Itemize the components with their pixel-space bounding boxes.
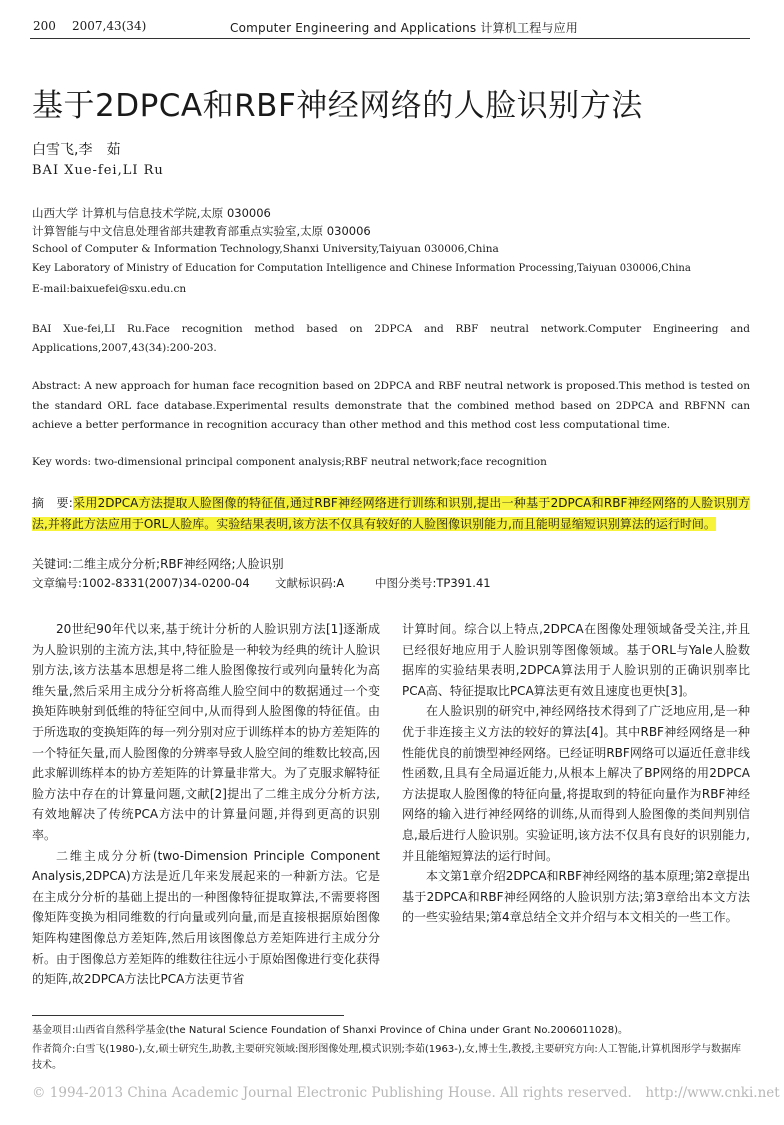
- page-number: 200: [33, 19, 56, 33]
- right-column: [402, 619, 750, 928]
- paragraph: 20世纪90年代以来,基于统计分析的人脸识别方法[1]逐渐成为人脸识别的主流方法,其中,特征脸是一种较为经典的统计人脸识别方法,该方法基本思想是将二维人脸图像按行或列向量转化为高维矢量,然后采用主成分分析将高维人脸空间中的数据通过一个变换矩阵映射到低维的特征空间中,从而得到人脸图像的特征值。由于所选取的变换矩阵的每一列分别对应于训练样本的协方差矩阵的一个特征矢量,而人脸图像的分辨率导致人脸空间的维数比较高,因此求解训练样本的协方差矩阵的计算量非常大。为了克服求解特征脸方法中存在的计算量问题,文献[2]提出了二维主成分分析方法,有效地解决了传统PCA方法中的计算量问题,并得到更高的识别率。: [32, 622, 381, 842]
- affiliation-4: Key Laboratory of Ministry of Education for Computation Intelligence and Chinese Information Processing,Taiyuan 030006,China: [32, 263, 691, 274]
- clc-number: 中图分类号:TP391.41: [375, 576, 491, 590]
- journal-name: Computer Engineering and Applications 计算机工程与应用: [230, 21, 578, 35]
- abstract-en: Abstract: A new approach for human face recognition based on 2DPCA and RBF neutral network is proposed.This method is tested on the standard ORL face database.Experimental results demonstrate that the combined method based on 2DPCA and RBFNN can achieve a better performance in recognition accuracy than other method and this method cost less computational time.: [32, 380, 750, 431]
- affiliation-3: School of Computer & Information Technology,Shanxi University,Taiyuan 030006,China: [32, 243, 499, 255]
- abstract-cn-text: 采用2DPCA方法提取人脸图像的特征值,通过RBF神经网络进行训练和识别,提出一种基于2DPCA和RBF神经网络的人脸识别方法,并将此方法应用于ORL人脸库。实验结果表明,该方法不仅具有较好的人脸图像识别能力,而且能明显缩短识别算法的运行时间。: [32, 496, 750, 531]
- paragraph: 本文第1章介绍2DPCA和RBF神经网络的基本原理;第2章提出基于2DPCA和RBF神经网络的人脸识别方法;第3章给出本文方法的一些实验结果;第4章总结全文并介绍与本文相关的一些工作。: [402, 869, 750, 925]
- issue-info: 2007,43(34): [72, 19, 147, 33]
- document-code: 文献标识码:A: [275, 576, 345, 590]
- keywords-en: Key words: two-dimensional principal component analysis;RBF neutral network;face recognition: [32, 456, 547, 468]
- footnote-funding: 基金项目:山西省自然科学基金(the Natural Science Foundation of Shanxi Province of China under Grant No.2006011028)。: [32, 1025, 629, 1036]
- email: E-mail:baixuefei@sxu.edu.cn: [32, 283, 187, 295]
- paragraph: 二维主成分分析(two-Dimension Principle Component Analysis,2DPCA)方法是近几年来发展起来的一种新方法。它是在主成分分析的基础上提出的一种图像特征提取算法,不需要将图像矩阵变换为相同维数的行向量或列向量,而是直接根据原始图像矩阵构建图像总方差矩阵,然后用该图像总方差矩阵进行主成分分析。由于图像总方差矩阵的维数往往远小于原始图像进行变化获得的矩阵,故2DPCA方法比PCA方法更节省: [32, 848, 381, 987]
- header-rule: [30, 38, 750, 39]
- abstract-cn-label: 摘 要:: [32, 496, 73, 510]
- authors-en: BAI Xue-fei,LI Ru: [32, 163, 164, 178]
- paragraph: 计算时间。综合以上特点,2DPCA在图像处理领域备受关注,并且已经很好地应用于人脸识别等图像领域。基于ORL与Yale人脸数据库的实验结果表明,2DPCA算法用于人脸识别的正确识别率比PCA高、特征提取比PCA算法更有效且速度也更快[3]。: [402, 622, 750, 698]
- footnote-rule: [32, 1015, 344, 1016]
- left-column: [32, 619, 380, 990]
- page-title: 基于2DPCA和RBF神经网络的人脸识别方法: [32, 88, 643, 124]
- affiliation-2: 计算智能与中文信息处理省部共建教育部重点实验室,太原 030006: [32, 224, 371, 238]
- keywords-cn: 关键词:二维主成分分析;RBF神经网络;人脸识别: [32, 557, 284, 571]
- authors-cn: 白雪飞,李 茹: [32, 142, 121, 158]
- copyright-watermark: © 1994-2013 China Academic Journal Electronic Publishing House. All rights reserved. http://www.cnki.net: [32, 1085, 780, 1101]
- article-number: 文章编号:1002-8331(2007)34-0200-04: [32, 576, 250, 590]
- abstract-cn: [32, 493, 750, 534]
- affiliation-1: 山西大学 计算机与信息技术学院,太原 030006: [32, 206, 271, 220]
- paragraph: 在人脸识别的研究中,神经网络技术得到了广泛地应用,是一种优于非连接主义方法的较好的算法[4]。其中RBF神经网络是一种性能优良的前馈型神经网络。已经证明RBF网络可以逼近任意非线性函数,且具有全局逼近能力,从根本上解决了BP网络的用2DPCA方法提取人脸图像的特征向量,将提取到的特征向量作为RBF神经网络的输入进行神经网络的训练,从而得到人脸图像的类间判别信息,最后进行人脸识别。实验证明,该方法不仅具有良好的识别能力,并且能缩短算法的运行时间。: [402, 704, 750, 863]
- citation: BAI Xue-fei,LI Ru.Face recognition method based on 2DPCA and RBF neutral network.Computer Engineering and Applications,2007,43(34):200-203.: [32, 323, 750, 354]
- footnote-authors: 作者简介:白雪飞(1980-),女,硕士研究生,助教,主要研究领域:图形图像处理,模式识别;李茹(1963-),女,博士生,教授,主要研究方向:人工智能,计算机图形学与数据库技术。: [32, 1044, 741, 1071]
